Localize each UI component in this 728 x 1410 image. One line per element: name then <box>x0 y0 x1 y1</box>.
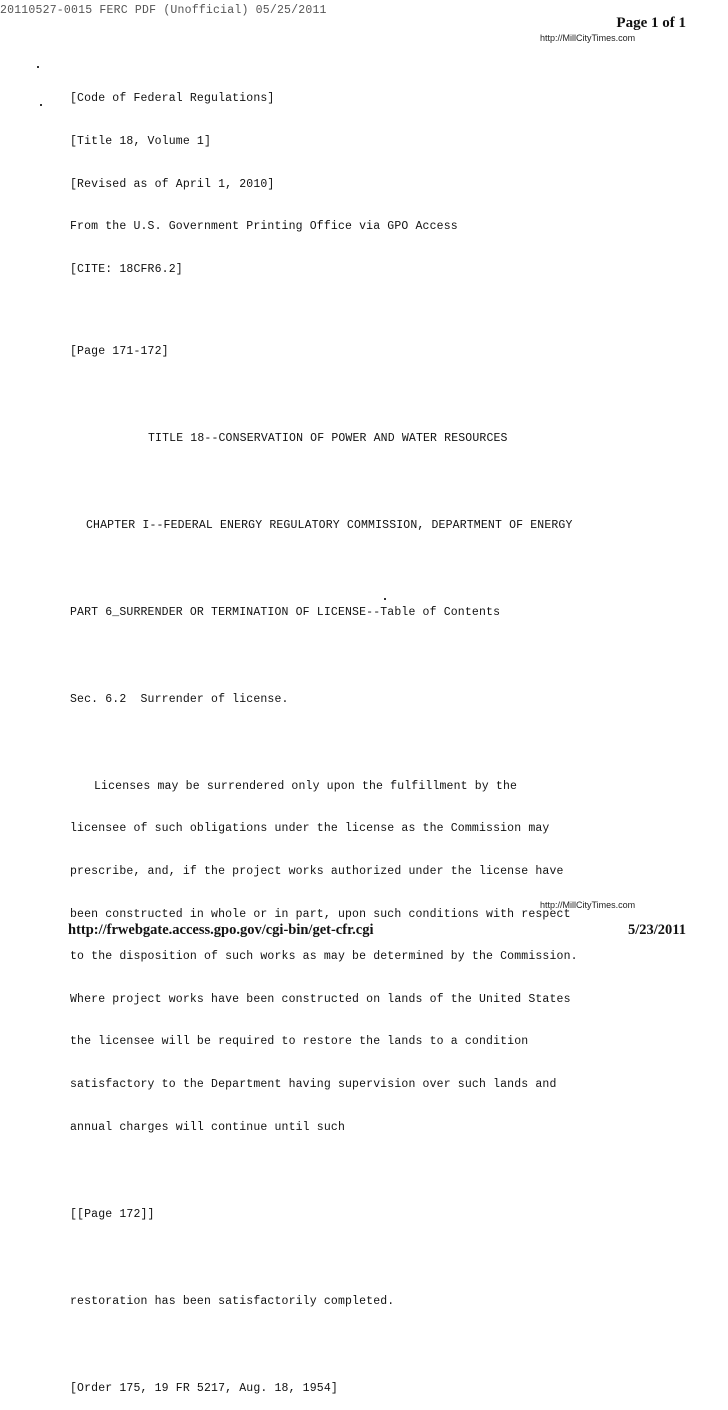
print-date: 5/23/2011 <box>627 922 686 938</box>
body-line: licensee of such obligations under the license as the Commission may <box>70 822 550 836</box>
page-reference: [Page 171-172] <box>70 344 169 358</box>
title-heading: TITLE 18--CONSERVATION OF POWER AND WATER RESOURCES <box>148 431 508 445</box>
continuation-text: restoration has been satisfactorily completed. <box>70 1294 395 1308</box>
body-line: Where project works have been constructed on lands of the United States <box>70 992 571 1006</box>
page-break-marker: [[Page 172]] <box>70 1207 155 1221</box>
body-line: to the disposition of such works as may be determined by the Commission. <box>70 950 578 964</box>
citation-line: [Revised as of April 1, 2010] <box>70 177 275 191</box>
cfr-document <box>70 64 690 1410</box>
body-line: Licenses may be surrendered only upon the fulfillment by the <box>94 779 518 793</box>
body-line: the licensee will be required to restore the lands to a condition <box>70 1035 529 1049</box>
citation-line: [Title 18, Volume 1] <box>70 135 212 148</box>
body-line: prescribe, and, if the project works authorized under the license have <box>70 864 564 878</box>
part-heading: PART 6_SURRENDER OR TERMINATION OF LICENSE--Table of Contents <box>70 605 501 619</box>
chapter-heading: CHAPTER I--FEDERAL ENERGY REGULATORY COMMISSION, DEPARTMENT OF ENERGY <box>86 518 573 532</box>
order-citation: [Order 175, 19 FR 5217, Aug. 18, 1954] <box>70 1381 338 1395</box>
ferc-stamp: 20110527-0015 FERC PDF (Unofficial) 05/25/2011 <box>0 4 327 17</box>
body-line: annual charges will continue until such <box>70 1120 345 1134</box>
site-watermark-bottom: http://MillCityTimes.com <box>540 900 636 910</box>
scan-speck <box>37 66 39 68</box>
source-url: http://frwebgate.access.gpo.gov/cgi-bin/get-cfr.cgi <box>68 922 374 938</box>
citation-line: From the U.S. Government Printing Office via GPO Access <box>70 220 458 234</box>
site-watermark-top: http://MillCityTimes.com <box>540 33 636 43</box>
scan-speck <box>40 104 42 106</box>
citation-line: [CITE: 18CFR6.2] <box>70 262 183 276</box>
citation-line: [Code of Federal Regulations] <box>70 92 275 106</box>
body-line: been constructed in whole or in part, upon such conditions with respect <box>70 907 571 921</box>
section-heading: Sec. 6.2 Surrender of license. <box>70 692 289 706</box>
page-number: Page 1 of 1 <box>616 15 686 31</box>
body-line: satisfactory to the Department having supervision over such lands and <box>70 1077 557 1091</box>
